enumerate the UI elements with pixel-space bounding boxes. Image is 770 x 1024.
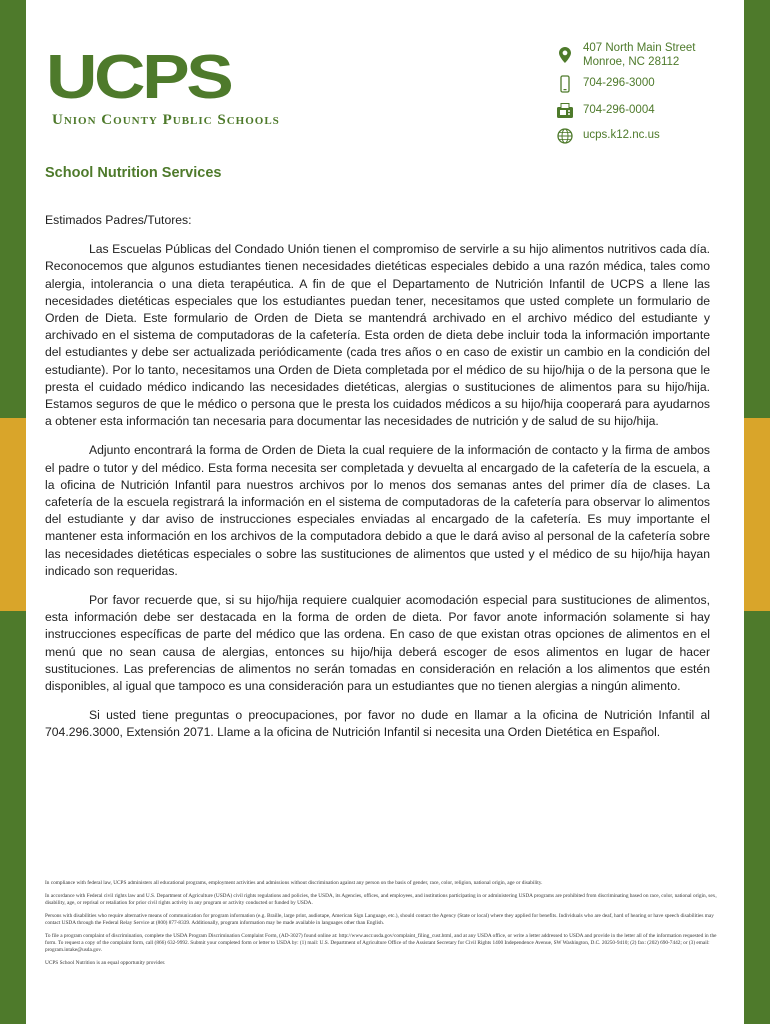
fax-row — [556, 101, 736, 120]
phone-icon — [556, 75, 574, 93]
letter-paragraph-3: Por favor recuerde que, si su hijo/hija requiere cualquier acomodación especial para sustituciones de alimentos, esta información debe ser destacada en la forma de orden de dieta. Por favor anote información solamente si hay instrucciones específicas de parte del médico que las ordena. En caso de que existan otras opciones de alimentos en el menú que no sean causa de alergias, entonces su hijo/hija deberá escoger de esos alimentos en lugar de hacer sustituciones. Las preferencias de alimentos no serán tomadas en consideración en relación a los alimentos que estén disponibles, al igual que tampoco es una consideración para un estudiantes que no tienen alergias a ningún alimento. — [45, 593, 710, 694]
ucps-logo — [46, 43, 336, 132]
logo-text: UCPS — [46, 43, 231, 112]
logo-subtitle: Union County Public Schools — [52, 112, 280, 128]
globe-icon — [556, 127, 574, 145]
letter-paragraph-4: Si usted tiene preguntas o preocupaciones, por favor no dude en llamar a la oficina de Nutrición Infantil al 704.296.3000, Extensión 2071. Llame a la oficina de Nutrición Infantil si necesita una Orden Dietética en Español. — [45, 708, 710, 740]
left-border-stripe — [0, 0, 26, 1024]
footer-line-1: In compliance with federal law, UCPS administers all educational programs, employment activities and admissions without discrimination against any person on the basis of gender, race, color, religion, national origin, age or disability. — [45, 880, 543, 886]
phone-row — [556, 74, 736, 93]
fax-number: 704-296-0004 — [583, 104, 655, 116]
footer-line-3: Persons with disabilities who require alternative means of communication for program information (e.g. Braille, large print, audiotape, American Sign Language, etc.), should contact the Agency (State or local) where they applied for benefits. Individuals who are deaf, hard of hearing or have speech disabilities may contact USDA through the Federal Relay Service at (800) 877-8339. Additionally, program information may be made available in languages other than English. — [45, 913, 714, 926]
letter-paragraph-2: Adjunto encontrará la forma de Orden de Dieta la cual requiere de la información de contacto y la firma de ambos el padre o tutor y del médico. Esta forma necesita ser completada y devuelta al encargado de la cafetería de la escuela, a la oficina de Nutrición Infantil para nuestros archivos por lo menos dos semanas antes del primer día de clases. La cafetería de la escuela registrará la información en el sistema de computadoras de la cafetería para observar lo alimentos del estudiante y dar aviso de instrucciones especiales enviadas al encargado de la cafetería. Es muy importante el mantener esta información en los archivos de la computadora debido a que le dará aviso al personal de la cafetería sobre las necesidades dietéticas especiales o sobre las sustituciones de alimentos que usted y el médico de su hijo/hija hayan indicado son requeridas. — [45, 443, 710, 578]
fax-icon — [556, 102, 574, 120]
letter-body — [45, 212, 710, 754]
map-pin-icon — [556, 46, 574, 64]
salutation: Estimados Padres/Tutores: — [45, 213, 192, 227]
address-line2: Monroe, NC 28112 — [583, 56, 680, 68]
address-row — [556, 40, 736, 70]
section-title: School Nutrition Services — [45, 165, 222, 181]
footer-line-4: To file a program complaint of discrimination, complete the USDA Program Discrimination Complaint Form, (AD-3027) found online at: http://www.ascr.usda.gov/complaint_filing_cust.html, and at any USDA office, or write a letter addressed to USDA and provide in the letter all of the information requested in the form. To request a copy of the complaint form, call (866) 632-9992. Submit your completed form or letter to USDA by: (1) mail: U.S. Department of Agriculture Office of the Assistant Secretary for Civil Rights 1400 Independence Avenue, SW Washington, D.C. 20250-9410; (2) fax: (202) 690-7442; or (3) email: program.intake@usda.gov. — [45, 933, 717, 953]
right-border-stripe — [744, 0, 770, 1024]
footer-line-2: In accordance with Federal civil rights law and U.S. Department of Agriculture (USDA) civil rights regulations and policies, the USDA, its Agencies, offices, and employees, and institutions participating in or administering USDA programs are prohibited from discriminating based on race, color, national origin, sex, disability, age, or reprisal or retaliation for prior civil rights activity in any program or activity conducted or funded by USDA. — [45, 893, 717, 906]
address-line1: 407 North Main Street — [583, 42, 696, 54]
website-link[interactable]: ucps.k12.nc.us — [583, 129, 660, 141]
letter-paragraph-1: Las Escuelas Públicas del Condado Unión tienen el compromiso de servirle a su hijo alimentos nutritivos cada día. Reconocemos que algunos estudiantes tienen necesidades dietéticas especiales debido a una razón médica, tales como alergia, intolerancia o una dieta terapéutica. A fin de que el Departamento de Nutrición Infantil de UCPS a llene las necesidades dietéticas especiales que los estudiantes puedan tener, necesitamos que usted complete un formulario de Orden de Dieta. Este formulario de Orden de Dieta se mantendrá archivado en el archivo médico del estudiante y archivado en el sistema de computadoras de la cafetería. Esta orden de dieta debe incluir toda la información importante del estudiantes y debe ser actualizada periódicamente (cada tres años o en caso de existir un cambio en la condición del estudiante). Por lo tanto, necesitamos una Orden de Dieta completada por el médico de su hijo/hija o de la persona que le presta el cuidado médico indicando las necesidades dietéticas, alergias o sustituciones de alimentos para su hijo/hija. Estamos seguros de que le médico o persona que le presta los cuidados médicos a su hijo/hija cooperará para ayudarnos a obtener esta información tan necesaria para documentar las necesidades de nutrición y de salud de su hijo/hija. — [45, 242, 710, 429]
phone-number: 704-296-3000 — [583, 77, 655, 89]
website-row — [556, 126, 736, 145]
contact-block — [556, 40, 736, 145]
legal-footer — [45, 880, 720, 973]
footer-line-5: UCPS School Nutrition is an equal opportunity provider. — [45, 960, 166, 966]
